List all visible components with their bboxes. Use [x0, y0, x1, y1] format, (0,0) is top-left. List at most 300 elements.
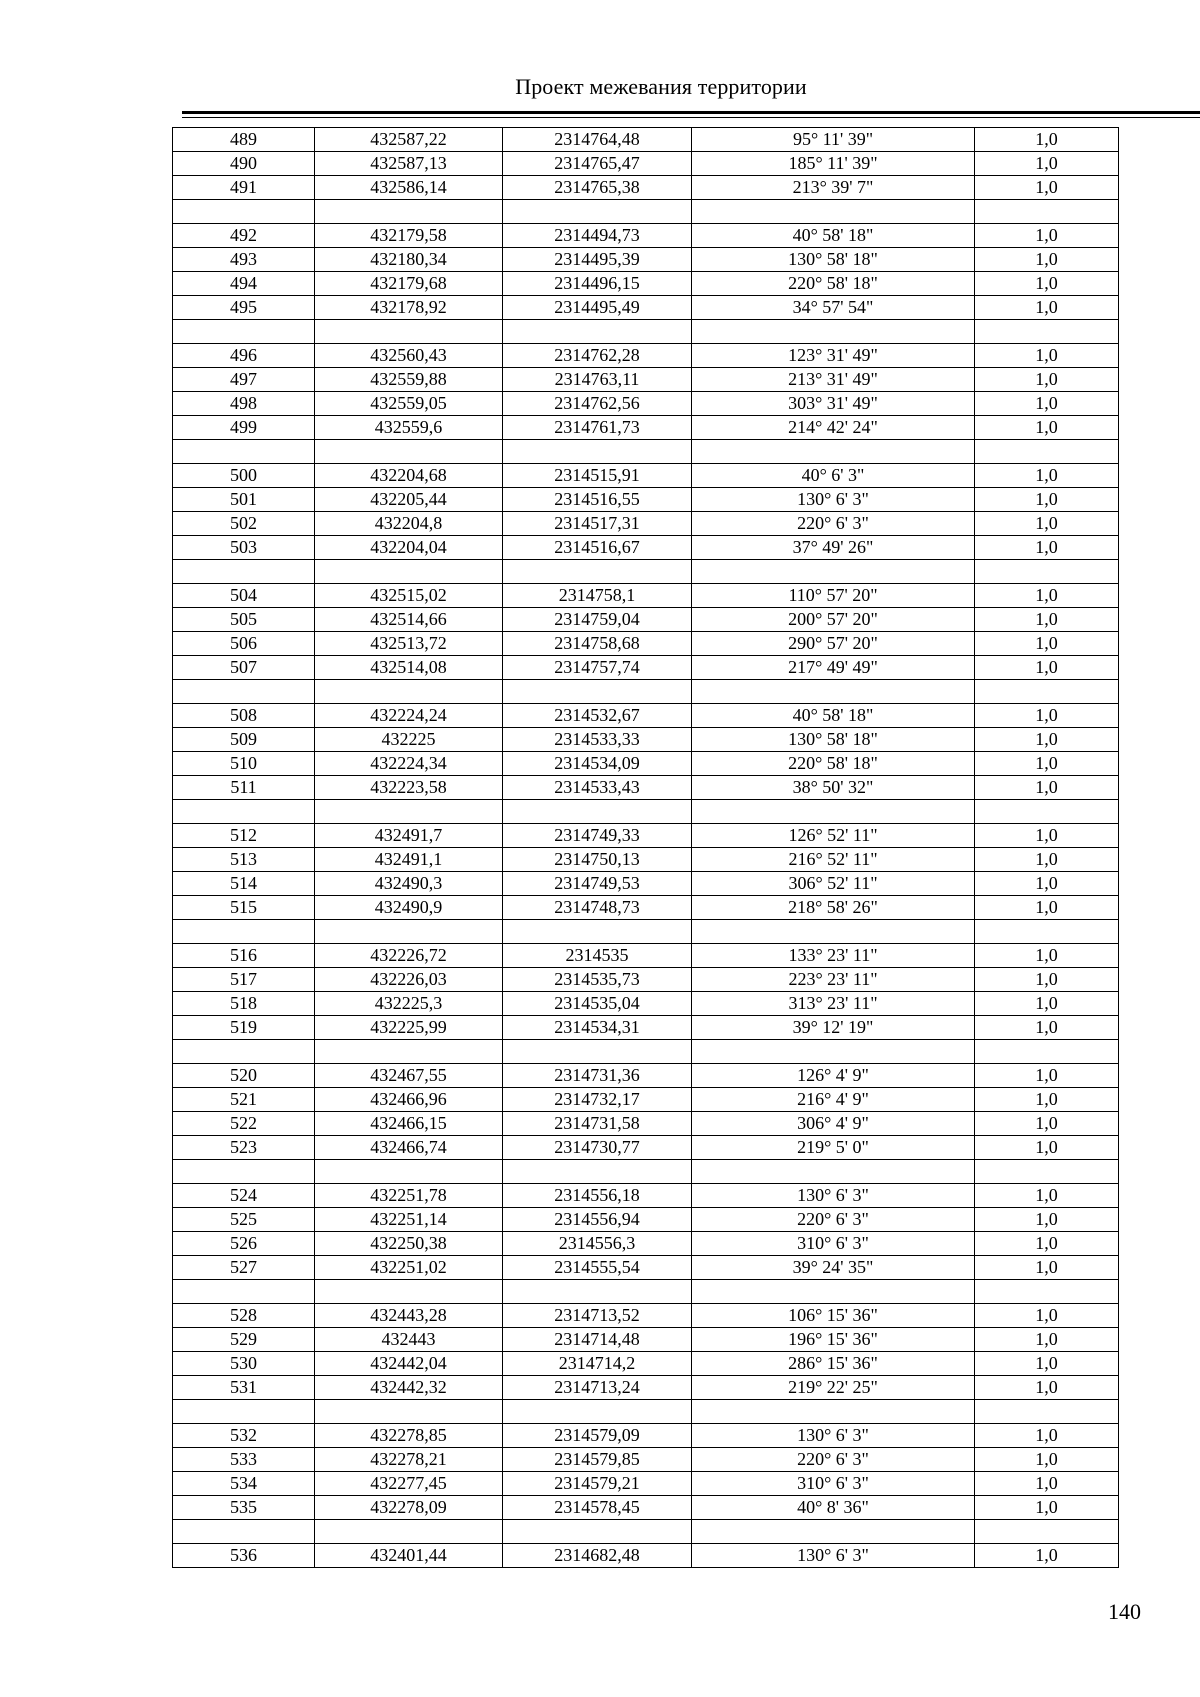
point-number-cell	[173, 560, 315, 584]
point-number-cell: 497	[173, 368, 315, 392]
table-row	[173, 1232, 1119, 1256]
y-coordinate-cell: 2314579,21	[503, 1472, 692, 1496]
table-row	[173, 1184, 1119, 1208]
table-row	[173, 1136, 1119, 1160]
accuracy-cell: 1,0	[975, 896, 1119, 920]
x-coordinate-cell: 432250,38	[315, 1232, 503, 1256]
table-row	[173, 1112, 1119, 1136]
point-number-cell: 536	[173, 1544, 315, 1568]
accuracy-cell: 1,0	[975, 656, 1119, 680]
table-row	[173, 992, 1119, 1016]
point-number-cell	[173, 920, 315, 944]
table-row	[173, 1256, 1119, 1280]
point-number-cell: 509	[173, 728, 315, 752]
accuracy-cell: 1,0	[975, 272, 1119, 296]
point-number-cell: 518	[173, 992, 315, 1016]
direction-angle-cell: 130° 6' 3"	[692, 1184, 975, 1208]
accuracy-cell: 1,0	[975, 1088, 1119, 1112]
y-coordinate-cell: 2314713,24	[503, 1376, 692, 1400]
table-row	[173, 296, 1119, 320]
y-coordinate-cell: 2314535,73	[503, 968, 692, 992]
direction-angle-cell: 34° 57' 54"	[692, 296, 975, 320]
y-coordinate-cell: 2314748,73	[503, 896, 692, 920]
accuracy-cell: 1,0	[975, 464, 1119, 488]
accuracy-cell: 1,0	[975, 152, 1119, 176]
direction-angle-cell: 220° 6' 3"	[692, 1208, 975, 1232]
table-row	[173, 656, 1119, 680]
separator-row	[173, 1520, 1119, 1544]
page-number: 140	[1108, 1599, 1141, 1624]
table-row	[173, 344, 1119, 368]
point-number-cell: 512	[173, 824, 315, 848]
y-coordinate-cell	[503, 800, 692, 824]
point-number-cell: 526	[173, 1232, 315, 1256]
direction-angle-cell: 217° 49' 49"	[692, 656, 975, 680]
point-number-cell: 508	[173, 704, 315, 728]
point-number-cell: 525	[173, 1208, 315, 1232]
point-number-cell: 523	[173, 1136, 315, 1160]
x-coordinate-cell	[315, 1520, 503, 1544]
accuracy-cell	[975, 1400, 1119, 1424]
x-coordinate-cell: 432442,32	[315, 1376, 503, 1400]
coordinates-table	[172, 127, 1119, 1568]
x-coordinate-cell	[315, 680, 503, 704]
y-coordinate-cell: 2314515,91	[503, 464, 692, 488]
x-coordinate-cell	[315, 200, 503, 224]
table-row	[173, 776, 1119, 800]
y-coordinate-cell: 2314495,39	[503, 248, 692, 272]
direction-angle-cell: 39° 24' 35"	[692, 1256, 975, 1280]
accuracy-cell: 1,0	[975, 944, 1119, 968]
direction-angle-cell: 40° 58' 18"	[692, 224, 975, 248]
point-number-cell: 494	[173, 272, 315, 296]
separator-row	[173, 1040, 1119, 1064]
direction-angle-cell: 219° 5' 0"	[692, 1136, 975, 1160]
separator-row	[173, 800, 1119, 824]
x-coordinate-cell: 432224,34	[315, 752, 503, 776]
table-row	[173, 272, 1119, 296]
accuracy-cell: 1,0	[975, 344, 1119, 368]
y-coordinate-cell	[503, 200, 692, 224]
x-coordinate-cell: 432514,66	[315, 608, 503, 632]
y-coordinate-cell: 2314765,38	[503, 176, 692, 200]
direction-angle-cell: 130° 6' 3"	[692, 488, 975, 512]
x-coordinate-cell: 432179,58	[315, 224, 503, 248]
x-coordinate-cell: 432251,14	[315, 1208, 503, 1232]
point-number-cell: 501	[173, 488, 315, 512]
direction-angle-cell	[692, 440, 975, 464]
direction-angle-cell: 37° 49' 26"	[692, 536, 975, 560]
table-row	[173, 824, 1119, 848]
separator-row	[173, 920, 1119, 944]
x-coordinate-cell: 432442,04	[315, 1352, 503, 1376]
table-row	[173, 1088, 1119, 1112]
accuracy-cell	[975, 200, 1119, 224]
x-coordinate-cell: 432225,3	[315, 992, 503, 1016]
x-coordinate-cell: 432491,1	[315, 848, 503, 872]
accuracy-cell: 1,0	[975, 752, 1119, 776]
accuracy-cell: 1,0	[975, 1352, 1119, 1376]
y-coordinate-cell	[503, 560, 692, 584]
point-number-cell: 516	[173, 944, 315, 968]
table-row	[173, 1208, 1119, 1232]
x-coordinate-cell: 432443	[315, 1328, 503, 1352]
direction-angle-cell: 106° 15' 36"	[692, 1304, 975, 1328]
separator-row	[173, 680, 1119, 704]
direction-angle-cell: 313° 23' 11"	[692, 992, 975, 1016]
accuracy-cell: 1,0	[975, 296, 1119, 320]
x-coordinate-cell: 432225	[315, 728, 503, 752]
y-coordinate-cell: 2314731,36	[503, 1064, 692, 1088]
accuracy-cell: 1,0	[975, 176, 1119, 200]
y-coordinate-cell: 2314494,73	[503, 224, 692, 248]
y-coordinate-cell: 2314516,55	[503, 488, 692, 512]
y-coordinate-cell: 2314762,56	[503, 392, 692, 416]
direction-angle-cell	[692, 560, 975, 584]
accuracy-cell: 1,0	[975, 512, 1119, 536]
x-coordinate-cell: 432277,45	[315, 1472, 503, 1496]
point-number-cell: 510	[173, 752, 315, 776]
y-coordinate-cell: 2314495,49	[503, 296, 692, 320]
table-row	[173, 1064, 1119, 1088]
table-row	[173, 1376, 1119, 1400]
x-coordinate-cell: 432560,43	[315, 344, 503, 368]
table-row	[173, 512, 1119, 536]
table-row	[173, 944, 1119, 968]
point-number-cell: 533	[173, 1448, 315, 1472]
accuracy-cell: 1,0	[975, 1064, 1119, 1088]
table-row	[173, 224, 1119, 248]
point-number-cell	[173, 1160, 315, 1184]
y-coordinate-cell: 2314682,48	[503, 1544, 692, 1568]
direction-angle-cell: 290° 57' 20"	[692, 632, 975, 656]
direction-angle-cell: 220° 6' 3"	[692, 1448, 975, 1472]
x-coordinate-cell	[315, 920, 503, 944]
point-number-cell	[173, 1040, 315, 1064]
direction-angle-cell: 130° 58' 18"	[692, 248, 975, 272]
point-number-cell: 506	[173, 632, 315, 656]
point-number-cell: 534	[173, 1472, 315, 1496]
accuracy-cell: 1,0	[975, 1256, 1119, 1280]
x-coordinate-cell: 432515,02	[315, 584, 503, 608]
accuracy-cell: 1,0	[975, 1376, 1119, 1400]
direction-angle-cell: 126° 52' 11"	[692, 824, 975, 848]
x-coordinate-cell: 432467,55	[315, 1064, 503, 1088]
accuracy-cell	[975, 560, 1119, 584]
point-number-cell: 524	[173, 1184, 315, 1208]
table-row	[173, 488, 1119, 512]
x-coordinate-cell: 432223,58	[315, 776, 503, 800]
x-coordinate-cell: 432513,72	[315, 632, 503, 656]
table-row	[173, 848, 1119, 872]
separator-row	[173, 1400, 1119, 1424]
y-coordinate-cell: 2314556,3	[503, 1232, 692, 1256]
point-number-cell: 489	[173, 128, 315, 152]
separator-row	[173, 1160, 1119, 1184]
y-coordinate-cell: 2314757,74	[503, 656, 692, 680]
point-number-cell: 527	[173, 1256, 315, 1280]
accuracy-cell	[975, 1520, 1119, 1544]
direction-angle-cell: 213° 39' 7"	[692, 176, 975, 200]
accuracy-cell: 1,0	[975, 632, 1119, 656]
table-row	[173, 728, 1119, 752]
table-row	[173, 608, 1119, 632]
direction-angle-cell	[692, 1400, 975, 1424]
direction-angle-cell: 95° 11' 39"	[692, 128, 975, 152]
separator-row	[173, 440, 1119, 464]
direction-angle-cell: 220° 58' 18"	[692, 752, 975, 776]
point-number-cell: 496	[173, 344, 315, 368]
y-coordinate-cell: 2314731,58	[503, 1112, 692, 1136]
direction-angle-cell: 310° 6' 3"	[692, 1472, 975, 1496]
x-coordinate-cell	[315, 800, 503, 824]
y-coordinate-cell: 2314763,11	[503, 368, 692, 392]
x-coordinate-cell	[315, 560, 503, 584]
accuracy-cell: 1,0	[975, 1016, 1119, 1040]
point-number-cell: 511	[173, 776, 315, 800]
y-coordinate-cell: 2314758,68	[503, 632, 692, 656]
y-coordinate-cell: 2314765,47	[503, 152, 692, 176]
y-coordinate-cell	[503, 1160, 692, 1184]
accuracy-cell	[975, 800, 1119, 824]
direction-angle-cell	[692, 1160, 975, 1184]
point-number-cell: 492	[173, 224, 315, 248]
y-coordinate-cell	[503, 1520, 692, 1544]
y-coordinate-cell: 2314535,04	[503, 992, 692, 1016]
point-number-cell: 500	[173, 464, 315, 488]
point-number-cell: 530	[173, 1352, 315, 1376]
y-coordinate-cell: 2314496,15	[503, 272, 692, 296]
y-coordinate-cell: 2314730,77	[503, 1136, 692, 1160]
direction-angle-cell: 40° 6' 3"	[692, 464, 975, 488]
accuracy-cell: 1,0	[975, 1232, 1119, 1256]
x-coordinate-cell: 432490,9	[315, 896, 503, 920]
point-number-cell: 520	[173, 1064, 315, 1088]
accuracy-cell: 1,0	[975, 992, 1119, 1016]
point-number-cell	[173, 680, 315, 704]
y-coordinate-cell: 2314535	[503, 944, 692, 968]
y-coordinate-cell: 2314714,2	[503, 1352, 692, 1376]
y-coordinate-cell: 2314533,43	[503, 776, 692, 800]
x-coordinate-cell	[315, 1160, 503, 1184]
separator-row	[173, 200, 1119, 224]
point-number-cell: 528	[173, 1304, 315, 1328]
direction-angle-cell: 185° 11' 39"	[692, 152, 975, 176]
y-coordinate-cell: 2314758,1	[503, 584, 692, 608]
y-coordinate-cell	[503, 1040, 692, 1064]
point-number-cell	[173, 440, 315, 464]
accuracy-cell: 1,0	[975, 1328, 1119, 1352]
table-row	[173, 464, 1119, 488]
table-row	[173, 248, 1119, 272]
x-coordinate-cell	[315, 1400, 503, 1424]
x-coordinate-cell: 432466,74	[315, 1136, 503, 1160]
accuracy-cell	[975, 320, 1119, 344]
table-row	[173, 1352, 1119, 1376]
direction-angle-cell: 306° 4' 9"	[692, 1112, 975, 1136]
table-row	[173, 1448, 1119, 1472]
y-coordinate-cell: 2314533,33	[503, 728, 692, 752]
y-coordinate-cell: 2314732,17	[503, 1088, 692, 1112]
accuracy-cell	[975, 920, 1119, 944]
x-coordinate-cell: 432251,02	[315, 1256, 503, 1280]
accuracy-cell: 1,0	[975, 608, 1119, 632]
y-coordinate-cell: 2314555,54	[503, 1256, 692, 1280]
x-coordinate-cell: 432205,44	[315, 488, 503, 512]
y-coordinate-cell	[503, 440, 692, 464]
direction-angle-cell: 126° 4' 9"	[692, 1064, 975, 1088]
y-coordinate-cell: 2314749,53	[503, 872, 692, 896]
x-coordinate-cell: 432226,72	[315, 944, 503, 968]
table-row	[173, 1424, 1119, 1448]
y-coordinate-cell: 2314579,09	[503, 1424, 692, 1448]
y-coordinate-cell: 2314532,67	[503, 704, 692, 728]
direction-angle-cell: 218° 58' 26"	[692, 896, 975, 920]
point-number-cell: 504	[173, 584, 315, 608]
direction-angle-cell: 40° 8' 36"	[692, 1496, 975, 1520]
x-coordinate-cell: 432559,88	[315, 368, 503, 392]
direction-angle-cell: 303° 31' 49"	[692, 392, 975, 416]
table-row	[173, 584, 1119, 608]
accuracy-cell	[975, 1160, 1119, 1184]
x-coordinate-cell: 432251,78	[315, 1184, 503, 1208]
x-coordinate-cell: 432278,09	[315, 1496, 503, 1520]
accuracy-cell: 1,0	[975, 128, 1119, 152]
direction-angle-cell	[692, 320, 975, 344]
y-coordinate-cell: 2314517,31	[503, 512, 692, 536]
x-coordinate-cell: 432226,03	[315, 968, 503, 992]
direction-angle-cell	[692, 680, 975, 704]
y-coordinate-cell: 2314750,13	[503, 848, 692, 872]
point-number-cell	[173, 800, 315, 824]
table-row	[173, 1496, 1119, 1520]
y-coordinate-cell: 2314516,67	[503, 536, 692, 560]
direction-angle-cell	[692, 920, 975, 944]
x-coordinate-cell	[315, 1040, 503, 1064]
direction-angle-cell: 310° 6' 3"	[692, 1232, 975, 1256]
point-number-cell: 535	[173, 1496, 315, 1520]
y-coordinate-cell	[503, 1280, 692, 1304]
accuracy-cell	[975, 1280, 1119, 1304]
direction-angle-cell: 220° 58' 18"	[692, 272, 975, 296]
coordinates-table-body	[173, 128, 1119, 1568]
y-coordinate-cell: 2314534,31	[503, 1016, 692, 1040]
point-number-cell	[173, 1520, 315, 1544]
direction-angle-cell: 223° 23' 11"	[692, 968, 975, 992]
point-number-cell: 513	[173, 848, 315, 872]
point-number-cell: 532	[173, 1424, 315, 1448]
x-coordinate-cell: 432224,24	[315, 704, 503, 728]
table-row	[173, 1472, 1119, 1496]
page-header-title: Проект межевания территории	[515, 74, 807, 99]
x-coordinate-cell	[315, 320, 503, 344]
accuracy-cell: 1,0	[975, 1544, 1119, 1568]
accuracy-cell: 1,0	[975, 392, 1119, 416]
point-number-cell: 495	[173, 296, 315, 320]
table-row	[173, 896, 1119, 920]
direction-angle-cell: 213° 31' 49"	[692, 368, 975, 392]
point-number-cell: 517	[173, 968, 315, 992]
point-number-cell: 515	[173, 896, 315, 920]
direction-angle-cell: 130° 6' 3"	[692, 1544, 975, 1568]
x-coordinate-cell: 432179,68	[315, 272, 503, 296]
table-row	[173, 632, 1119, 656]
x-coordinate-cell: 432204,04	[315, 536, 503, 560]
point-number-cell	[173, 1280, 315, 1304]
y-coordinate-cell: 2314764,48	[503, 128, 692, 152]
table-row	[173, 416, 1119, 440]
header-rule-thick	[182, 111, 1200, 114]
accuracy-cell: 1,0	[975, 824, 1119, 848]
accuracy-cell: 1,0	[975, 368, 1119, 392]
direction-angle-cell: 196° 15' 36"	[692, 1328, 975, 1352]
point-number-cell: 505	[173, 608, 315, 632]
accuracy-cell: 1,0	[975, 416, 1119, 440]
y-coordinate-cell	[503, 1400, 692, 1424]
separator-row	[173, 1280, 1119, 1304]
y-coordinate-cell: 2314556,18	[503, 1184, 692, 1208]
direction-angle-cell: 216° 52' 11"	[692, 848, 975, 872]
x-coordinate-cell: 432466,96	[315, 1088, 503, 1112]
table-row	[173, 1544, 1119, 1568]
accuracy-cell: 1,0	[975, 1496, 1119, 1520]
accuracy-cell: 1,0	[975, 704, 1119, 728]
point-number-cell: 491	[173, 176, 315, 200]
table-row	[173, 536, 1119, 560]
accuracy-cell: 1,0	[975, 1208, 1119, 1232]
point-number-cell: 502	[173, 512, 315, 536]
point-number-cell: 519	[173, 1016, 315, 1040]
x-coordinate-cell: 432559,05	[315, 392, 503, 416]
point-number-cell: 529	[173, 1328, 315, 1352]
table-row	[173, 704, 1119, 728]
table-row	[173, 1304, 1119, 1328]
table-row	[173, 1328, 1119, 1352]
direction-angle-cell: 306° 52' 11"	[692, 872, 975, 896]
x-coordinate-cell: 432491,7	[315, 824, 503, 848]
accuracy-cell: 1,0	[975, 488, 1119, 512]
direction-angle-cell: 38° 50' 32"	[692, 776, 975, 800]
y-coordinate-cell: 2314713,52	[503, 1304, 692, 1328]
direction-angle-cell	[692, 1040, 975, 1064]
direction-angle-cell: 39° 12' 19"	[692, 1016, 975, 1040]
accuracy-cell: 1,0	[975, 1112, 1119, 1136]
direction-angle-cell: 130° 58' 18"	[692, 728, 975, 752]
accuracy-cell: 1,0	[975, 1448, 1119, 1472]
x-coordinate-cell: 432587,22	[315, 128, 503, 152]
y-coordinate-cell: 2314762,28	[503, 344, 692, 368]
x-coordinate-cell: 432180,34	[315, 248, 503, 272]
table-row	[173, 872, 1119, 896]
point-number-cell: 507	[173, 656, 315, 680]
accuracy-cell: 1,0	[975, 848, 1119, 872]
x-coordinate-cell: 432204,68	[315, 464, 503, 488]
direction-angle-cell	[692, 1520, 975, 1544]
accuracy-cell: 1,0	[975, 1184, 1119, 1208]
point-number-cell	[173, 1400, 315, 1424]
x-coordinate-cell: 432401,44	[315, 1544, 503, 1568]
x-coordinate-cell: 432443,28	[315, 1304, 503, 1328]
x-coordinate-cell: 432278,21	[315, 1448, 503, 1472]
direction-angle-cell: 220° 6' 3"	[692, 512, 975, 536]
accuracy-cell: 1,0	[975, 968, 1119, 992]
y-coordinate-cell: 2314749,33	[503, 824, 692, 848]
y-coordinate-cell: 2314556,94	[503, 1208, 692, 1232]
point-number-cell	[173, 200, 315, 224]
point-number-cell: 498	[173, 392, 315, 416]
point-number-cell: 522	[173, 1112, 315, 1136]
x-coordinate-cell: 432587,13	[315, 152, 503, 176]
